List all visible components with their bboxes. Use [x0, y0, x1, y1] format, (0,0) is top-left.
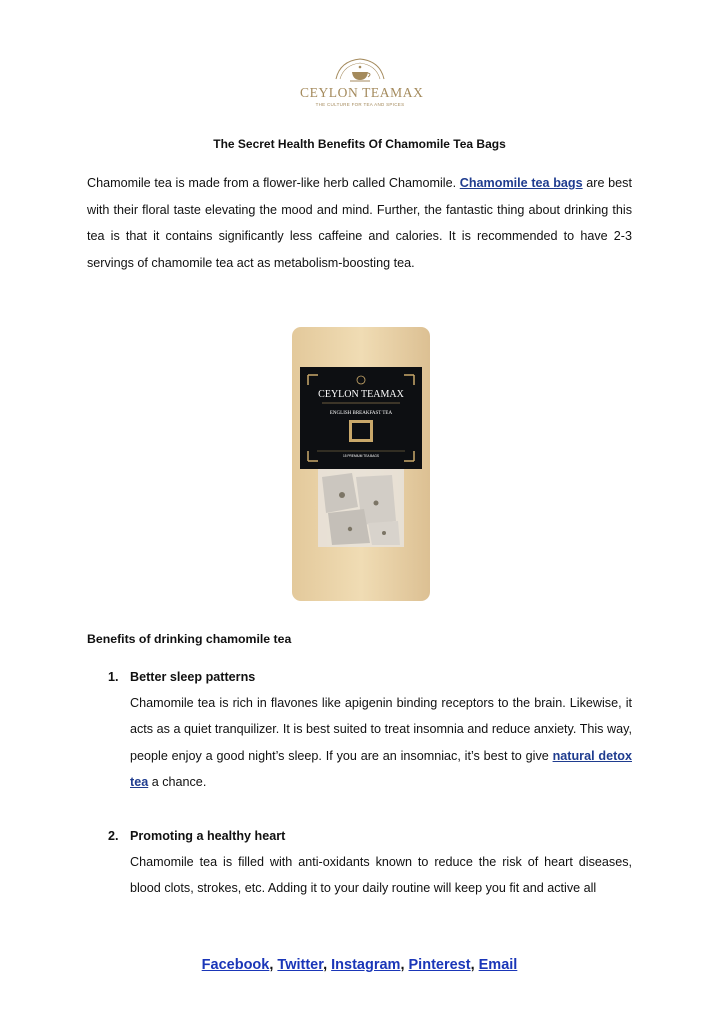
intro-text-after: are best with their floral taste elevating the mood and mind. Further, the fantastic thing about drinking this tea is that it contains significantly less caffeine and calories. It is recommended to have 2-3 servings of chamomile tea act as metabolism-boosting tea. — [87, 176, 632, 270]
pouch-count-label: 15 PREMIUM TEA BAGS — [342, 454, 380, 458]
brand-logo — [300, 55, 424, 110]
twitter-link[interactable]: Twitter — [277, 957, 324, 973]
teacup-emblem-icon — [330, 55, 390, 87]
list-item-body: Chamomile tea is filled with anti-oxidants known to reduce the risk of heart diseases, blood clots, strokes, etc. Adding it to your daily routine will keep you fit and active all — [130, 855, 632, 896]
product-image — [292, 327, 430, 601]
footer-separator: , — [470, 957, 479, 973]
social-footer — [0, 957, 719, 973]
instagram-link[interactable]: Instagram — [331, 957, 401, 973]
pinterest-link[interactable]: Pinterest — [408, 957, 471, 973]
list-number: 1. — [108, 670, 119, 684]
logo-tagline: THE CULTURE FOR TEA AND SPICES — [315, 102, 405, 107]
list-item-heading: Better sleep patterns — [130, 670, 256, 684]
benefits-heading: Benefits of drinking chamomile tea — [87, 632, 292, 646]
footer-separator: , — [323, 957, 332, 973]
chamomile-tea-bags-link[interactable]: Chamomile tea bags — [459, 176, 583, 190]
list-item-body — [130, 690, 632, 795]
item-text-after: a chance. — [148, 774, 207, 789]
pouch-brand-label: CEYLON TEAMAX — [318, 389, 404, 400]
logo-brand-name: CEYLON TEAMAX — [300, 85, 424, 100]
footer-separator: , — [400, 957, 409, 973]
item-text-before: Chamomile tea is rich in flavones like apigenin binding receptors to the brain. Likewise, it acts as a quiet tranquilizer. It is best suited to treat insomnia and reduce anxiety. This way, people enjoy a good night’s sleep. If you are an insomniac, it’s best to give — [130, 696, 632, 763]
footer-separator: , — [269, 957, 278, 973]
email-link[interactable]: Email — [478, 957, 518, 973]
tea-pouch-illustration — [292, 327, 430, 601]
pouch-variant-label: ENGLISH BREAKFAST TEA — [329, 411, 393, 416]
facebook-link[interactable]: Facebook — [201, 957, 270, 973]
intro-text-before: Chamomile tea is made from a flower-like herb called Chamomile. — [87, 176, 460, 190]
list-number: 2. — [108, 829, 119, 843]
document-title: The Secret Health Benefits Of Chamomile Tea Bags — [213, 137, 506, 151]
list-item-heading: Promoting a healthy heart — [130, 829, 286, 843]
natural-detox-tea-link[interactable]: natural detox tea — [130, 748, 632, 789]
intro-paragraph — [87, 170, 632, 276]
